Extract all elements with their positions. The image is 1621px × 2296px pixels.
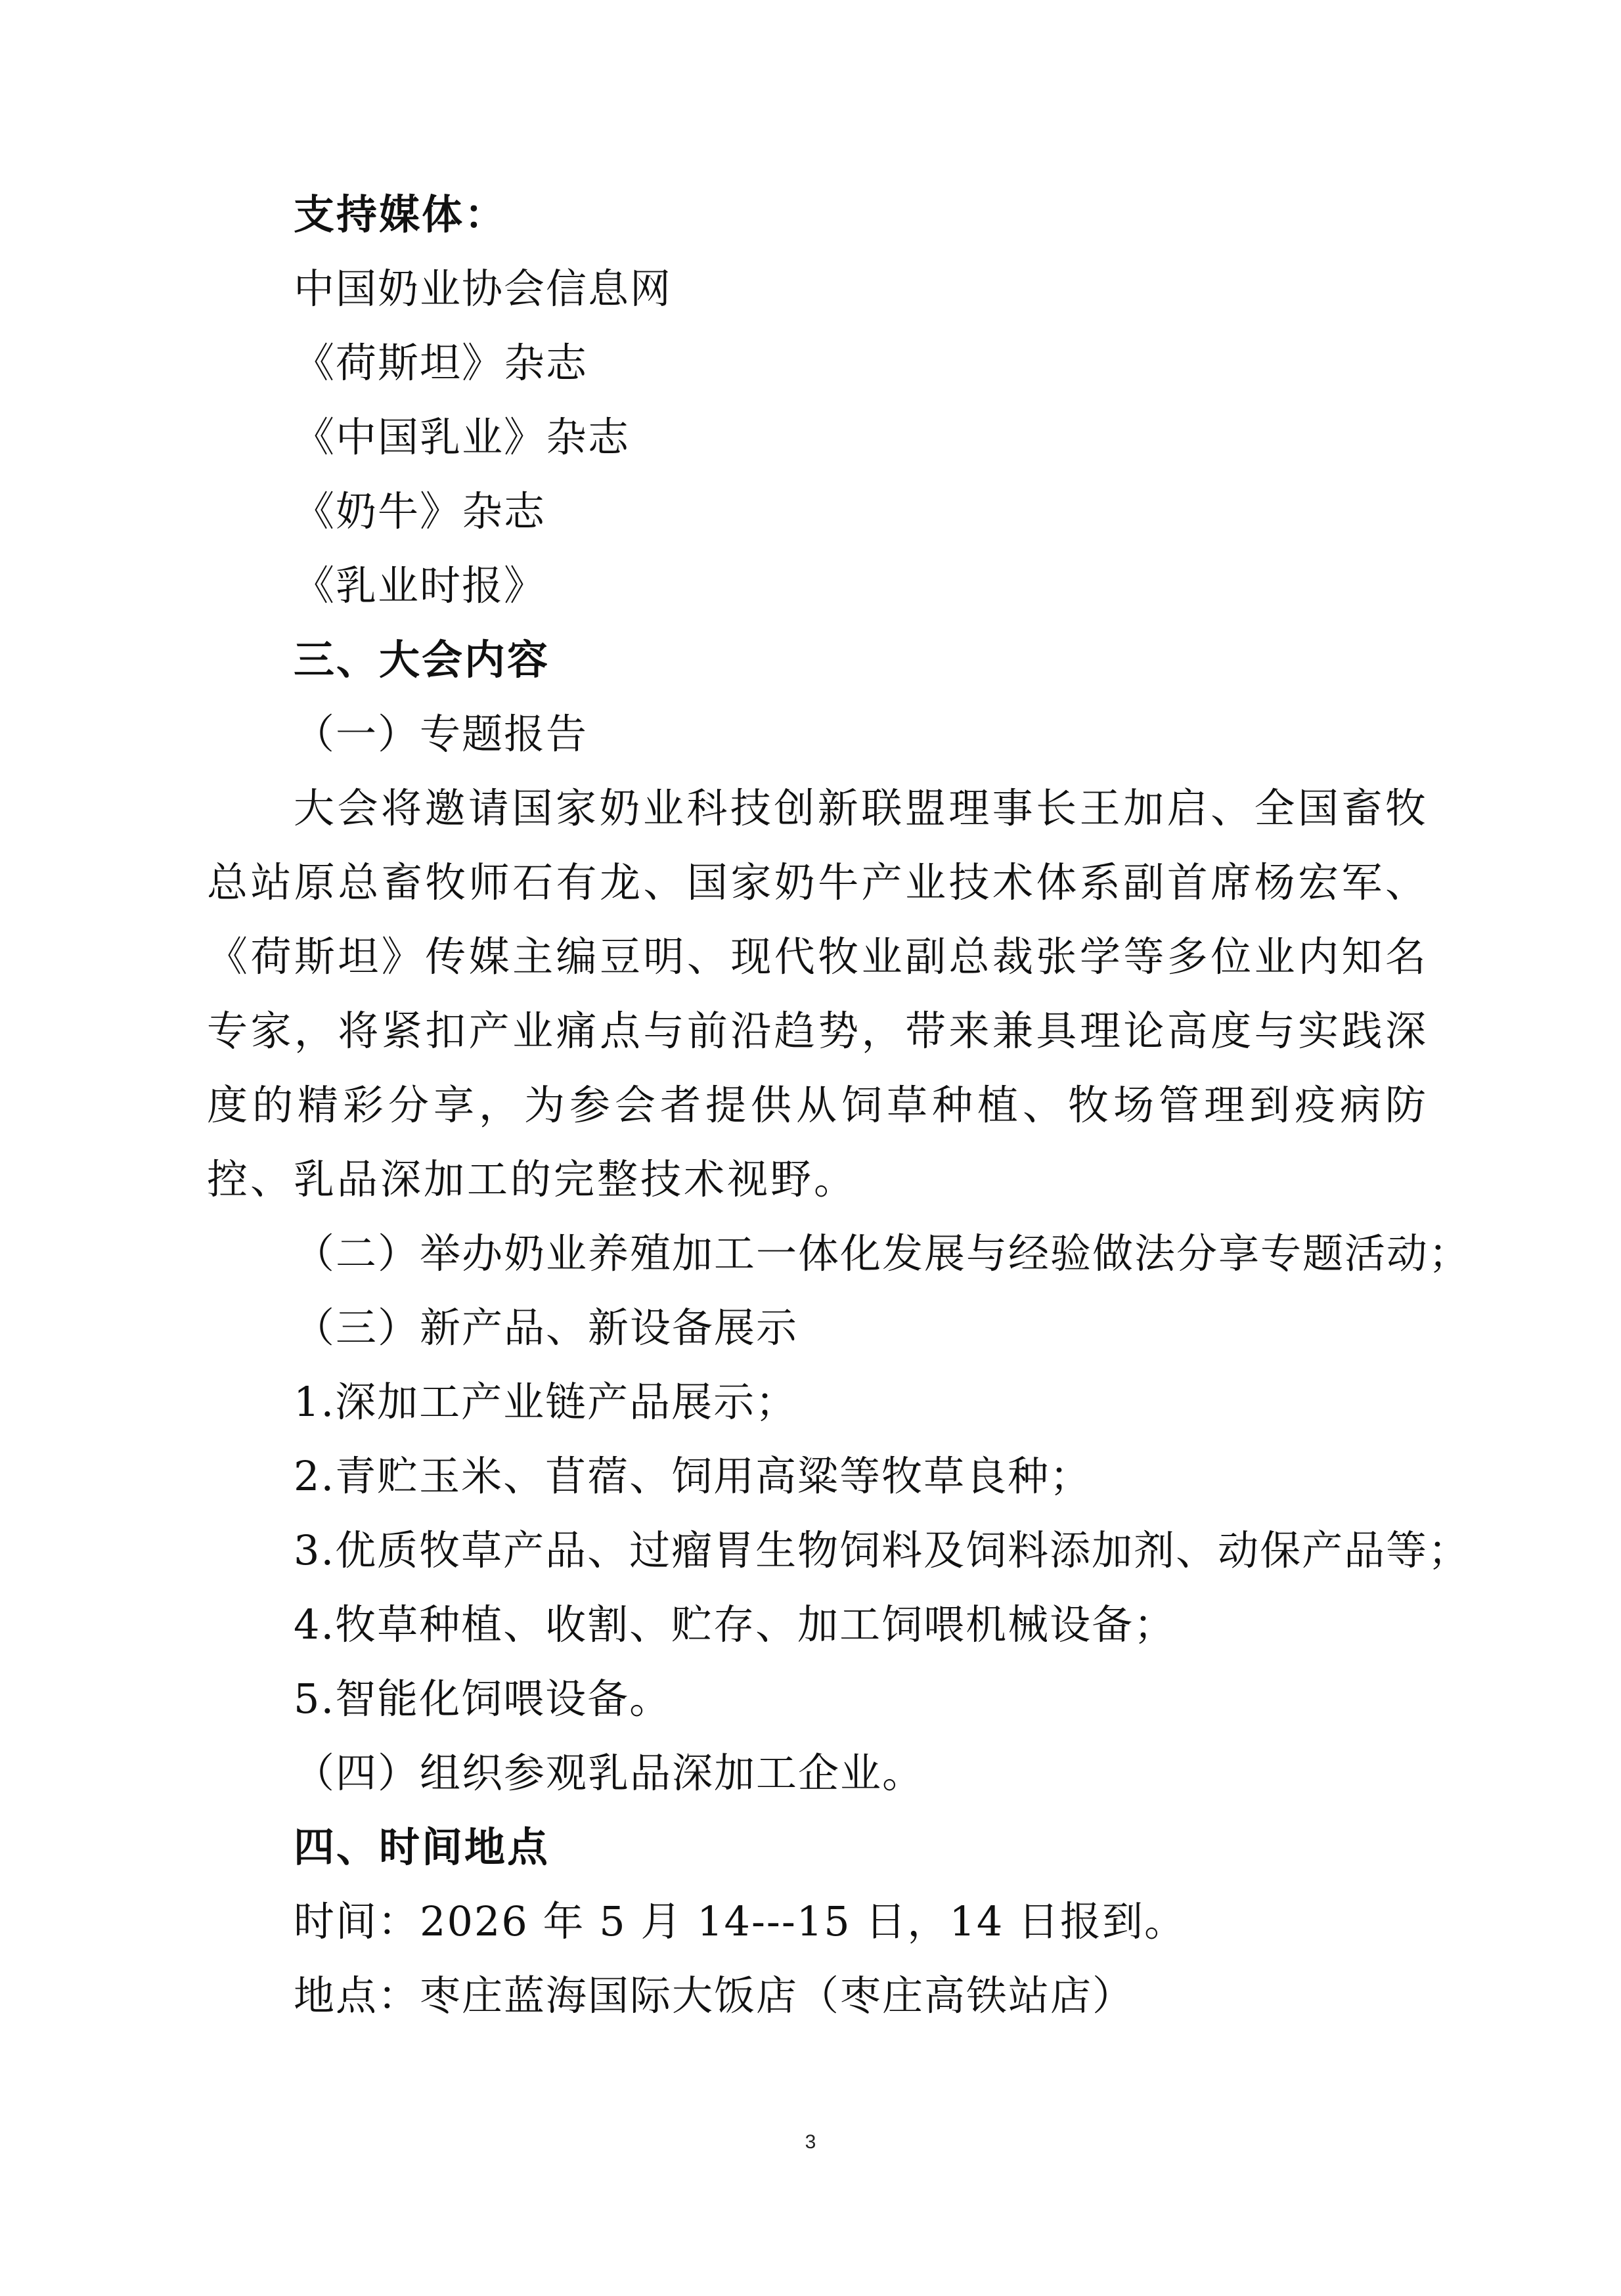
section3-sub4-title: （四）组织参观乳品深加工企业。 [294, 1749, 925, 1797]
event-time: 时间：2026 年 5 月 14---15 日，14 日报到。 [294, 1897, 1187, 1945]
section3-heading: 三、大会内容 [294, 636, 550, 684]
exhibit-item: 1.深加工产业链产品展示； [294, 1378, 798, 1426]
section3-sub3-title: （三）新产品、新设备展示 [294, 1304, 799, 1352]
section3-sub1-paragraph: 大会将邀请国家奶业科技创新联盟理事长王加启、全国畜牧总站原总畜牧师石有龙、国家奶牛产业技术体系副首席杨宏军、《荷斯坦》传媒主编豆明、现代牧业副总裁张学等多位业内知名专家，将紧扣产业痛点与前沿趋势，带来兼具理论高度与实践深度的精彩分享，为参会者提供从饲草种植、牧场管理到疫病防控、乳品深加工的完整技术视野。 [207, 784, 1429, 1203]
section3-sub1-title: （一）专题报告 [294, 710, 588, 758]
support-media-heading: 支持媒体： [294, 190, 508, 238]
exhibit-item: 4.牧草种植、收割、贮存、加工饲喂机械设备； [294, 1601, 1176, 1648]
support-media-item: 《荷斯坦》杂志 [294, 339, 588, 387]
exhibit-item: 5.智能化饲喂设备。 [294, 1675, 672, 1723]
section3-sub2-title: （二）举办奶业养殖加工一体化发展与经验做法分享专题活动； [294, 1229, 1471, 1277]
event-place: 地点：枣庄蓝海国际大饭店（枣庄高铁站店） [294, 1972, 1135, 2020]
support-media-item: 《乳业时报》 [294, 562, 546, 609]
exhibit-item: 2.青贮玉米、苜蓿、饲用高粱等牧草良种； [294, 1452, 1092, 1500]
support-media-item: 《中国乳业》杂志 [294, 413, 631, 461]
page-number: 3 [805, 2131, 816, 2153]
support-media-item: 《奶牛》杂志 [294, 487, 546, 535]
support-media-item: 中国奶业协会信息网 [294, 265, 673, 313]
section4-heading: 四、时间地点 [294, 1823, 550, 1871]
exhibit-item: 3.优质牧草产品、过瘤胃生物饲料及饲料添加剂、动保产品等； [294, 1526, 1471, 1574]
page-content [207, 177, 1471, 2033]
